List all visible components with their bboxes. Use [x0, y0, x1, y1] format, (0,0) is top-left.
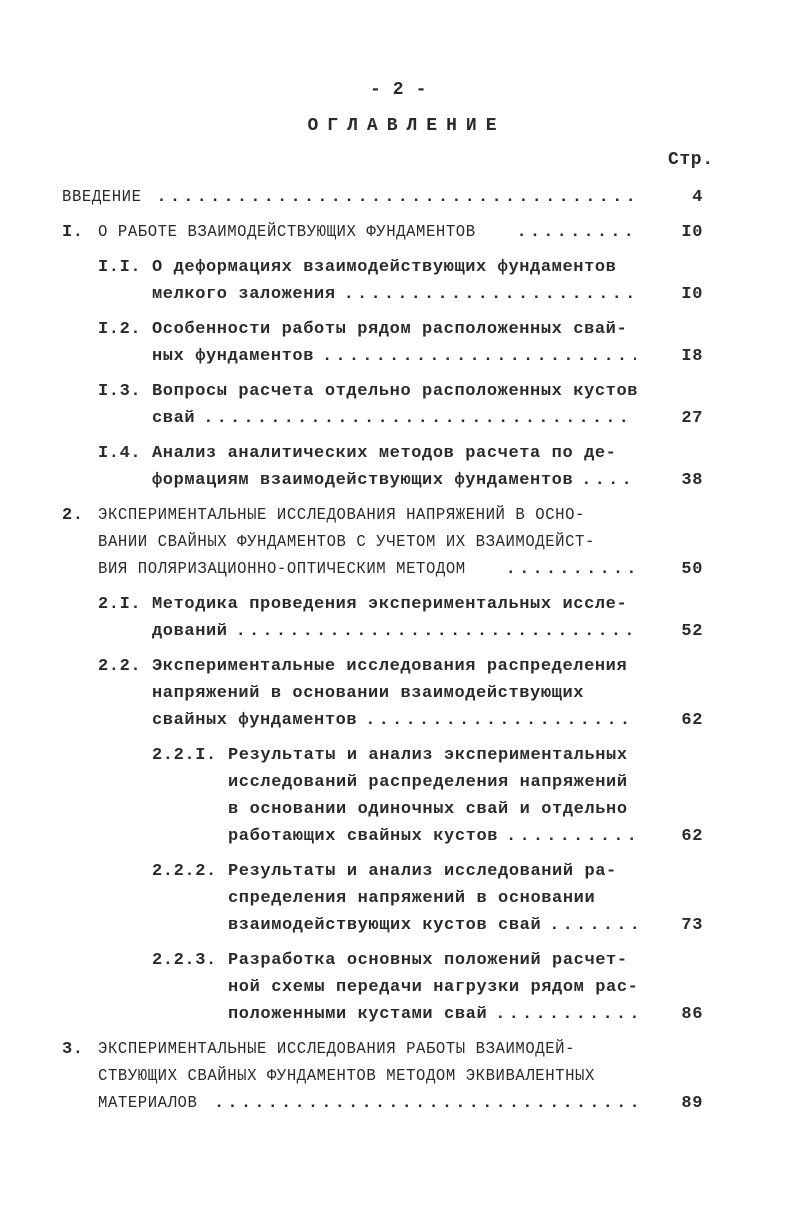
toc-entry	[0, 502, 797, 583]
toc-entry-number: I.	[62, 223, 84, 242]
toc-entry-number: I.4.	[98, 444, 142, 463]
toc-entry-text: положенными кустами свай	[228, 1005, 488, 1024]
toc-entry-number: I.3.	[98, 382, 142, 401]
toc-entry-text: взаимодействующих кустов свай	[228, 916, 542, 935]
toc-entry-line	[0, 1090, 797, 1117]
toc-entry	[0, 591, 797, 645]
toc-entry-page: 4	[692, 188, 703, 207]
toc-entry-text: СТВУЮЩИХ СВАЙНЫХ ФУНДАМЕНТОВ МЕТОДОМ ЭКВИВАЛЕНТНЫХ	[98, 1067, 595, 1086]
toc-entry	[0, 254, 797, 308]
toc-entry-text: свайных фундаментов	[152, 711, 358, 730]
dot-leader	[495, 1001, 636, 1028]
toc-entry-line	[0, 316, 797, 343]
toc-entry-line	[0, 823, 797, 850]
page-column-label: Стр.	[668, 150, 714, 170]
toc-entry-number: I.I.	[98, 258, 142, 277]
dot-leader	[506, 823, 636, 850]
toc-entry-text: мелкого заложения	[152, 285, 336, 304]
toc-entry-page: 50	[681, 560, 703, 579]
toc-entry-text: в основании одиночных свай и отдельно	[228, 800, 628, 819]
toc-entry	[0, 1036, 797, 1117]
toc-entry-text: Экспериментальные исследования распределения	[152, 657, 628, 676]
toc-entry-page: 38	[681, 471, 703, 490]
toc-entry-line	[0, 440, 797, 467]
toc-entry-text: Разработка основных положений расчет-	[228, 951, 628, 970]
toc-entry-line	[0, 618, 797, 645]
toc-entry-text: ВАНИИ СВАЙНЫХ ФУНДАМЕНТОВ С УЧЕТОМ ИХ ВЗАИМОДЕЙСТ-	[98, 533, 595, 552]
toc-entry-line	[0, 974, 797, 1001]
toc-entry-line	[0, 947, 797, 974]
toc-entry-page: 62	[681, 711, 703, 730]
dot-leader	[203, 405, 636, 432]
toc-entry-line	[0, 680, 797, 707]
dot-leader	[516, 219, 636, 246]
toc-entry-text: МАТЕРИАЛОВ	[98, 1094, 198, 1113]
toc-entry-text: Методика проведения экспериментальных иссле-	[152, 595, 628, 614]
toc-entry-text: ной схемы передачи нагрузки рядом рас-	[228, 978, 639, 997]
toc-entry-page: 73	[681, 916, 703, 935]
toc-entry-line	[0, 281, 797, 308]
page-title: ОГЛАВЛЕНИЕ	[307, 116, 506, 136]
toc-entry	[0, 378, 797, 432]
toc-entry-line	[0, 467, 797, 494]
toc-entry-number: 2.2.I.	[152, 746, 217, 765]
dot-leader	[549, 912, 636, 939]
toc-entry-text: Анализ аналитических методов расчета по де-	[152, 444, 617, 463]
dot-leader	[156, 184, 636, 211]
toc-entry-text: ВВЕДЕНИЕ	[62, 188, 142, 207]
toc-entry-number: 2.2.3.	[152, 951, 217, 970]
toc-entry-line	[0, 254, 797, 281]
toc-entry	[0, 653, 797, 734]
toc-entry-page: 86	[681, 1005, 703, 1024]
toc-entry-page: I0	[681, 285, 703, 304]
toc-entry-text: О деформациях взаимодействующих фундаментов	[152, 258, 617, 277]
toc-entry-text: Вопросы расчета отдельно расположенных кустов	[152, 382, 639, 401]
toc-entry-text: ЭКСПЕРИМЕНТАЛЬНЫЕ ИССЛЕДОВАНИЯ РАБОТЫ ВЗАИМОДЕЙ-	[98, 1040, 576, 1059]
toc-entry-line	[0, 184, 797, 211]
toc-entry-text: исследований распределения напряжений	[228, 773, 628, 792]
toc-entry-text: Особенности работы рядом расположенных свай-	[152, 320, 628, 339]
toc-entry-text: О РАБОТЕ ВЗАИМОДЕЙСТВУЮЩИХ ФУНДАМЕНТОВ	[98, 223, 476, 242]
toc-entry-text: Результаты и анализ исследований ра-	[228, 862, 617, 881]
toc-entry-line	[0, 219, 797, 246]
toc-entry-line	[0, 529, 797, 556]
toc-entry-line	[0, 343, 797, 370]
toc-entry-page: 89	[681, 1094, 703, 1113]
toc-entry-number: 2.I.	[98, 595, 142, 614]
toc-entry-line	[0, 1063, 797, 1090]
dot-leader	[581, 467, 636, 494]
toc-entry-text: ЭКСПЕРИМЕНТАЛЬНЫЕ ИССЛЕДОВАНИЯ НАПРЯЖЕНИЙ В ОСНО-	[98, 506, 585, 525]
dot-leader	[322, 343, 636, 370]
toc-entry-line	[0, 707, 797, 734]
toc-entry-text: напряжений в основании взаимодействующих	[152, 684, 585, 703]
toc-entry-page: 52	[681, 622, 703, 641]
toc-entry-line	[0, 405, 797, 432]
toc-entry-text: формациям взаимодействующих фундаментов	[152, 471, 574, 490]
toc-entry	[0, 742, 797, 850]
dot-leader	[236, 618, 636, 645]
toc-entry-number: 2.	[62, 506, 84, 525]
page-number: - 2 -	[369, 80, 427, 100]
toc-entry-line	[0, 769, 797, 796]
toc-entry-line	[0, 378, 797, 405]
toc-entry-line	[0, 591, 797, 618]
toc-entry-page: 27	[681, 409, 703, 428]
toc-entry-line	[0, 742, 797, 769]
dot-leader	[365, 707, 636, 734]
toc-entry-line	[0, 1036, 797, 1063]
toc-entry-text: ных фундаментов	[152, 347, 315, 366]
toc-entry-page: I8	[681, 347, 703, 366]
toc-entry-text: Результаты и анализ экспериментальных	[228, 746, 628, 765]
toc-entry-line	[0, 653, 797, 680]
dot-leader	[214, 1090, 636, 1117]
toc-entry-text: ВИЯ ПОЛЯРИЗАЦИОННО-ОПТИЧЕСКИМ МЕТОДОМ	[98, 560, 466, 579]
dot-leader	[506, 556, 636, 583]
toc-entry-number: 2.2.	[98, 657, 142, 676]
toc-entry-page: I0	[681, 223, 703, 242]
toc-entry-number: I.2.	[98, 320, 142, 339]
toc-entry-text: спределения напряжений в основании	[228, 889, 596, 908]
toc-entry	[0, 316, 797, 370]
toc-entry-line	[0, 556, 797, 583]
toc-entry	[0, 947, 797, 1028]
toc-entry	[0, 858, 797, 939]
toc-entry	[0, 184, 797, 211]
toc-entry	[0, 219, 797, 246]
toc-entry-text: дований	[152, 622, 228, 641]
toc-entry-line	[0, 502, 797, 529]
dot-leader	[344, 281, 636, 308]
toc-entry-text: работающих свайных кустов	[228, 827, 499, 846]
toc-entry-line	[0, 796, 797, 823]
toc-entry-line	[0, 885, 797, 912]
toc-entry-page: 62	[681, 827, 703, 846]
toc-entry	[0, 440, 797, 494]
toc-entry-text: свай	[152, 409, 196, 428]
toc-entry-line	[0, 1001, 797, 1028]
toc-entry-number: 3.	[62, 1040, 84, 1059]
toc-entry-line	[0, 858, 797, 885]
toc-entry-line	[0, 912, 797, 939]
table-of-contents	[0, 184, 797, 1125]
toc-entry-number: 2.2.2.	[152, 862, 217, 881]
